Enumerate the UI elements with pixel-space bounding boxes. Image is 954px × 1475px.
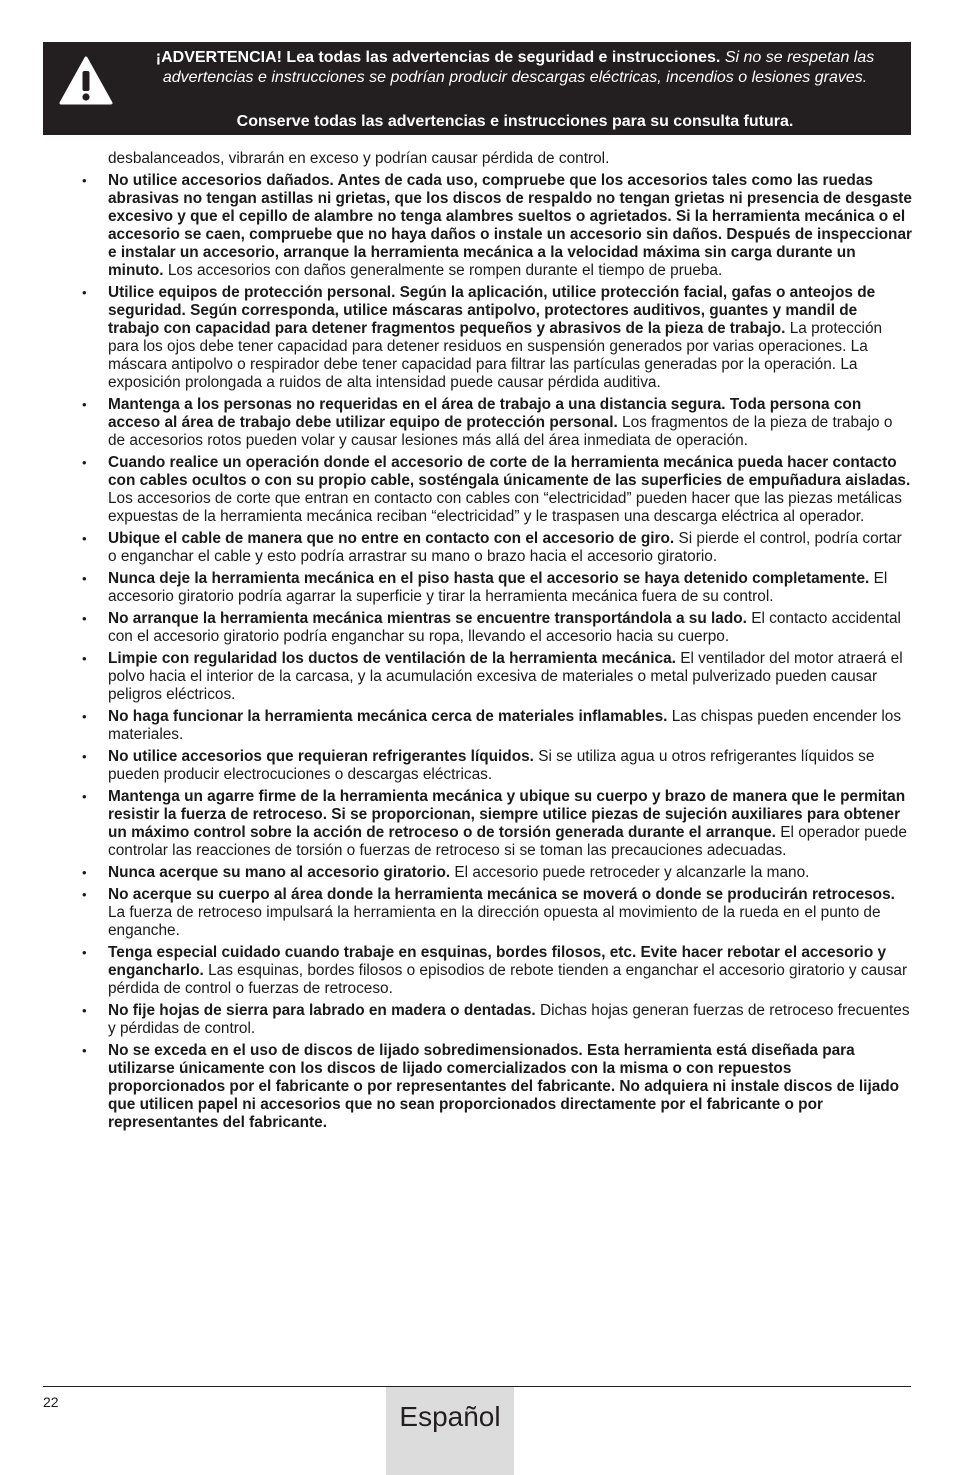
- page-number: 22: [43, 1394, 59, 1410]
- safety-item: [108, 748, 912, 784]
- warning-keep: Conserve todas las advertencias e instrucciones para su consulta futura.: [236, 113, 794, 130]
- safety-item: [108, 650, 912, 704]
- safety-item: [108, 1042, 912, 1132]
- safety-item-heading: No acerque su cuerpo al área donde la herramienta mecánica se moverá o donde se producirán retrocesos.: [108, 886, 895, 903]
- safety-item-text: Las esquinas, bordes filosos o episodios de rebote tienden a enganchar el accesorio giratorio y causar pérdida de control o fuerzas de retroceso.: [108, 962, 908, 997]
- safety-item-heading: Utilice equipos de protección personal. Según la aplicación, utilice protección facial, gafas o anteojos de seguridad. Según corresponda, utilice máscaras antipolvo, protectores auditivos, guantes y mandil de trabajo con capacidad para detener fragmentos pequeños y abrasivos de la pieza de trabajo.: [108, 284, 876, 337]
- safety-item: [108, 708, 912, 744]
- safety-content: [108, 150, 912, 1136]
- language-label: Español: [399, 1401, 501, 1432]
- safety-item-text: Dichas hojas generan fuerzas de retroceso frecuentes y pérdidas de control.: [108, 1002, 910, 1037]
- safety-item: [108, 284, 912, 392]
- safety-item-heading: Cuando realice un operación donde el accesorio de corte de la herramienta mecánica pueda hacer contacto con cables ocultos o con su propio cable, sosténgala únicamente de las superficies de empuñadura aisladas.: [108, 454, 911, 489]
- safety-item: [108, 530, 912, 566]
- safety-item: [108, 1002, 912, 1038]
- safety-item: [108, 172, 912, 280]
- intro-text: desbalanceados, vibrarán en exceso y podrían causar pérdida de control.: [108, 150, 610, 167]
- safety-item-heading: No haga funcionar la herramienta mecánica cerca de materiales inflamables.: [108, 708, 668, 725]
- safety-item: [108, 570, 912, 606]
- safety-item: [108, 788, 912, 860]
- warning-text: [135, 48, 895, 88]
- safety-item-text: Si pierde el control, podría cortar o enganchar el cable y esto podría arrastrar su mano o brazo hacia el accesorio giratorio.: [108, 530, 902, 565]
- warning-title: ¡ADVERTENCIA! Lea todas las advertencias de seguridad e instrucciones.: [155, 49, 721, 66]
- safety-item-text: Si se utiliza agua u otros refrigerantes líquidos se pueden producir electrocuciones o descargas eléctricas.: [108, 748, 875, 783]
- safety-item-text: Los accesorios de corte que entran en contacto con cables con “electricidad” pueden hacer que las piezas metálicas expuestas de la herramienta mecánica reciban “electricidad” y le traspasen una descarga eléctrica al operador.: [108, 490, 902, 525]
- safety-item-heading: No utilice accesorios dañados. Antes de cada uso, compruebe que los accesorios tales como las ruedas abrasivas no tengan astillas ni grietas, que los discos de respaldo no tengan grietas ni presencia de desgaste excesivo y que el cepillo de alambre no tenga alambres sueltos o agrietados. Si la herramienta mecánica o el accesorio se caen, compruebe que no haya daños o instale un accesorio sin daños. Después de inspeccionar e instalar un accesorio, arranque la herramienta mecánica a la velocidad máxima sin carga durante un minuto.: [108, 172, 913, 279]
- safety-item-text: Los accesorios con daños generalmente se rompen durante el tiempo de prueba.: [167, 262, 723, 279]
- safety-item-heading: Nunca deje la herramienta mecánica en el piso hasta que el accesorio se haya detenido completamente.: [108, 570, 870, 587]
- safety-item-text: Las chispas pueden encender los materiales.: [108, 708, 902, 743]
- language-tab: [386, 1387, 514, 1475]
- safety-item: [108, 886, 912, 940]
- safety-item-text: La fuerza de retroceso impulsará la herramienta en la dirección opuesta al movimiento de la rueda en el punto de enganche.: [108, 904, 881, 939]
- safety-item-heading: No fije hojas de sierra para labrado en madera o dentadas.: [108, 1002, 536, 1019]
- safety-item-text: El contacto accidental con el accesorio giratorio podría enganchar su ropa, llevando el accesorio hacia su cuerpo.: [108, 610, 901, 645]
- safety-item-heading: No utilice accesorios que requieran refrigerantes líquidos.: [108, 748, 534, 765]
- safety-item-text: El accesorio giratorio podría agarrar la superficie y tirar la herramienta mecánica fuera de su control.: [108, 570, 888, 605]
- safety-item: [108, 396, 912, 450]
- safety-item-text: El operador puede controlar las reacciones de torsión o fuerzas de retroceso si se toman las precauciones adecuadas.: [108, 824, 907, 859]
- safety-item-text: Los fragmentos de la pieza de trabajo o de accesorios rotos pueden volar y causar lesiones más allá del área inmediata de operación.: [108, 414, 893, 449]
- safety-item-heading: Nunca acerque su mano al accesorio giratorio.: [108, 864, 451, 881]
- safety-item: [108, 610, 912, 646]
- warning-body: Si no se respetan las advertencias e instrucciones se podrían producir descargas eléctricas, incendios o lesiones graves.: [162, 49, 875, 86]
- safety-item: [108, 864, 912, 882]
- safety-item: [108, 944, 912, 998]
- warning-triangle-icon: [59, 56, 113, 106]
- safety-item-heading: Ubique el cable de manera que no entre en contacto con el accesorio de giro.: [108, 530, 675, 547]
- safety-item-text: El ventilador del motor atraerá el polvo hacia el interior de la carcasa, y la acumulación excesiva de materiales o metal pulverizado pueden causar peligros eléctricos.: [108, 650, 903, 703]
- safety-list: [108, 172, 912, 1132]
- warning-banner: [43, 42, 911, 135]
- safety-item-text: El accesorio puede retroceder y alcanzarle la mano.: [454, 864, 810, 881]
- safety-item-heading: No se exceda en el uso de discos de lijado sobredimensionados. Esta herramienta está diseñada para utilizarse únicamente con los discos de lijado comercializados con la misma o con repuestos proporcionados por el fabricante o por representantes del fabricante. No adquiera ni instale discos de lijado que utilicen papel ni accesorios que no sean proporcionados directamente por el fabricante o por representantes del fabricante.: [108, 1042, 900, 1131]
- safety-item-heading: Mantenga a los personas no requeridas en el área de trabajo a una distancia segura. Toda persona con acceso al área de trabajo debe utilizar equipo de protección personal.: [108, 396, 862, 431]
- safety-item-heading: Limpie con regularidad los ductos de ventilación de la herramienta mecánica.: [108, 650, 676, 667]
- safety-item-heading: No arranque la herramienta mecánica mientras se encuentre transportándola a su lado.: [108, 610, 747, 627]
- safety-item-text: La protección para los ojos debe tener capacidad para detener residuos en suspensión generados por varias operaciones. La máscara antipolvo o respirador debe tener capacidad para filtrar las partículas generadas por la operación. La exposición prolongada a ruidos de alta intensidad puede causar pérdida auditiva.: [108, 320, 883, 391]
- safety-item: [108, 454, 912, 526]
- safety-item-heading: Tenga especial cuidado cuando trabaje en esquinas, bordes filosos, etc. Evite hacer rebotar el accesorio y engancharlo.: [108, 944, 887, 979]
- safety-item-heading: Mantenga un agarre firme de la herramienta mecánica y ubique su cuerpo y brazo de manera que le permitan resistir la fuerza de retroceso. Si se proporcionan, siempre utilice piezas de sujeción auxiliares para obtener un máximo control sobre la acción de retroceso o de torsión generada durante el arranque.: [108, 788, 906, 841]
